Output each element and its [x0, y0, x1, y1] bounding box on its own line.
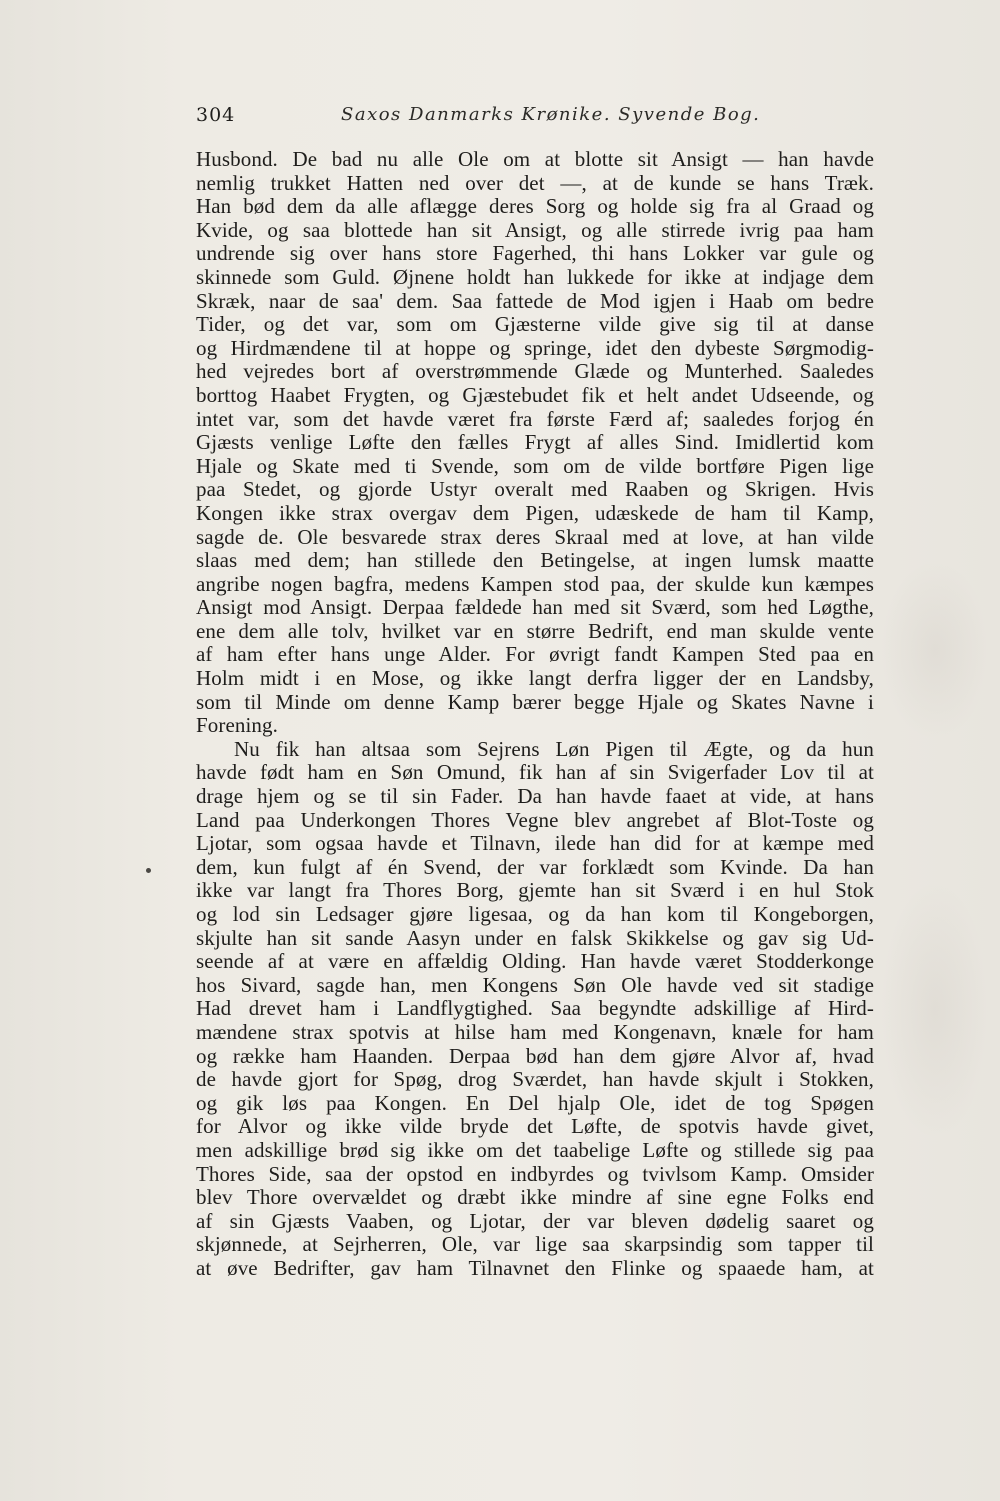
text-line: Ansigt mod Ansigt. Derpaa fældede han med sit Sværd, som hed Løgthe, — [196, 595, 874, 620]
text-line: nemlig trukket Hatten ned over det —, at de kunde se hans Træk. — [196, 170, 874, 195]
page-header — [196, 104, 876, 134]
text-line: hed vejredes bort af overstrømmende Glæde og Munterhed. Saaledes — [196, 359, 874, 384]
text-line: ikke var langt fra Thores Borg, gjemte han sit Sværd i en hul Stok — [196, 878, 874, 903]
text-line: Husbond. De bad nu alle Ole om at blotte sit Ansigt — han havde — [196, 147, 874, 171]
text-line: Gjæsts venlige Løfte den fælles Frygt af alles Sind. Imidlertid kom — [196, 430, 874, 455]
text-line: Had drevet ham i Landflygtighed. Saa begyndte adskillige af Hird- — [196, 996, 874, 1021]
text-line: angribe nogen bagfra, medens Kampen stod paa, der skulde kun kæmpes — [196, 571, 874, 596]
show-through-smudge — [880, 560, 990, 740]
text-line: hos Sivard, sagde han, men Kongens Søn Ole havde ved sit stadige — [196, 972, 874, 997]
text-line: de havde gjort for Spøg, drog Sværdet, han havde skjult i Stokken, — [196, 1067, 874, 1092]
text-line: Han bød dem da alle aflægge deres Sorg og holde sig fra al Graad og — [196, 194, 874, 219]
show-through-smudge — [880, 880, 990, 1140]
text-line: Skræk, naar de saa' dem. Saa fattede de Mod igjen i Haab om bedre — [196, 288, 874, 313]
text-line: intet var, som det havde været fra første Færd af; saaledes forjog én — [196, 406, 874, 431]
paragraph-end-line: Forening. — [196, 713, 278, 738]
text-line: Tider, og det var, som om Gjæsterne vilde give sig til at danse — [196, 312, 874, 337]
text-line: Land paa Underkongen Thores Vegne blev angrebet af Blot-Toste og — [196, 807, 874, 832]
text-line: Holm midt i en Mose, og ikke langt derfra ligger der en Landsby, — [196, 666, 874, 691]
running-title: Saxos Danmarks Krønike. Syvende Bog. — [341, 104, 761, 125]
text-line: seende af at være en affældig Olding. Han havde været Stodderkonge — [196, 949, 874, 974]
text-line: drage hjem og se til sin Fader. Da han havde faaet at vide, at hans — [196, 784, 874, 809]
text-line: Kongen ikke strax overgav dem Pigen, udæskede de ham til Kamp, — [196, 500, 874, 525]
text-line: paa Stedet, og gjorde Ustyr overalt med Raaben og Skrigen. Hvis — [196, 477, 874, 502]
text-line: men adskillige brød sig ikke om det taabelige Løfte og stillede sig paa — [196, 1137, 874, 1162]
text-line: slaas med dem; han stillede den Betingelse, at ingen lumsk maatte — [196, 548, 874, 573]
text-line: og række ham Haanden. Derpaa bød han dem gjøre Alvor af, hvad — [196, 1043, 874, 1068]
text-line: Hjale og Skate med ti Svende, som om de vilde bortføre Pigen lige — [196, 453, 874, 478]
text-line: af sin Gjæsts Vaaben, og Ljotar, der var bleven dødelig saaret og — [196, 1208, 874, 1233]
text-line: borttog Haabet Frygten, og Gjæstebudet fik et helt andet Udseende, og — [196, 382, 874, 407]
text-line: Kvide, og saa blottede han sit Ansigt, og alle stirrede ivrig paa ham — [196, 217, 874, 242]
text-line: skjulte han sit sande Aasyn under en falsk Skikkelse og gav sig Ud- — [196, 925, 874, 950]
text-line: Ljotar, som ogsaa havde et Tilnavn, ilede han did for at kæmpe med — [196, 831, 874, 856]
text-line: og gik løs paa Kongen. En Del hjalp Ole, idet de tog Spøgen — [196, 1090, 874, 1115]
text-line: blev Thore overvældet og dræbt ikke mindre af sine egne Folks end — [196, 1185, 874, 1210]
text-line: og lod sin Ledsager gjøre ligesaa, og da han kom til Kongeborgen, — [196, 902, 874, 926]
text-line: ene dem alle tolv, hvilket var en større Bedrift, end man skulde vente — [196, 618, 874, 643]
paragraph-start-line: Nu fik han altsaa som Sejrens Løn Pigen til Ægte, og da hun — [234, 736, 874, 761]
text-line: sagde de. Ole besvarede strax deres Skraal med at love, at han vilde — [196, 524, 874, 549]
text-line: Thores Side, saa der opstod en indbyrdes og tvivlsom Kamp. Omsider — [196, 1161, 874, 1186]
text-line: skinnede som Guld. Øjnene holdt han lukkede for ikke at indjage dem — [196, 264, 874, 289]
text-line: mændene strax spotvis at hilse ham med Kongenavn, knæle for ham — [196, 1019, 874, 1044]
body-text — [196, 148, 874, 1281]
margin-speck — [146, 868, 151, 873]
text-line: for Alvor og ikke vilde bryde det Løfte, de spotvis havde givet, — [196, 1114, 874, 1139]
text-line: undrende sig over hans store Fagerhed, thi hans Lokker var gule og — [196, 241, 874, 266]
text-line: havde født ham en Søn Omund, fik han af sin Svigerfader Lov til at — [196, 760, 874, 785]
text-line: dem, kun fulgt af én Svend, der var forklædt som Kvinde. Da han — [196, 854, 874, 879]
text-line: som til Minde om denne Kamp bærer begge Hjale og Skates Navne i — [196, 689, 874, 714]
text-line: og Hirdmændene til at hoppe og springe, idet den dybeste Sørgmodig- — [196, 335, 874, 360]
text-line: af ham efter hans unge Alder. For øvrigt fandt Kampen Sted paa en — [196, 642, 874, 667]
text-line: skjønnede, at Sejrherren, Ole, var lige saa skarpsindig som tapper til — [196, 1232, 874, 1257]
text-line: at øve Bedrifter, gav ham Tilnavnet den Flinke og spaaede ham, at — [196, 1255, 874, 1280]
page-number: 304 — [196, 104, 236, 126]
